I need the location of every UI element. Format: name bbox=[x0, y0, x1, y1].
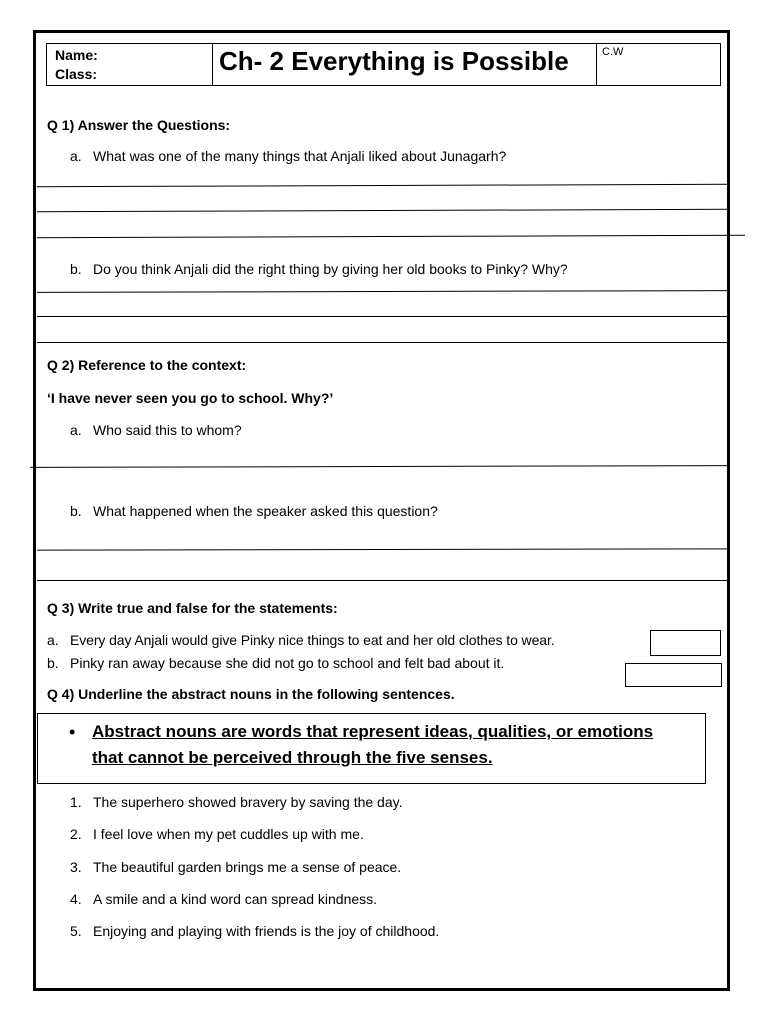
list-number: 1. bbox=[70, 794, 82, 810]
list-item: The superhero showed bravery by saving the day. bbox=[93, 794, 403, 810]
list-number: 5. bbox=[70, 923, 82, 939]
q2-b-question: What happened when the speaker asked this question? bbox=[93, 503, 438, 519]
q1-b-question: Do you think Anjali did the right thing by giving her old books to Pinky? Why? bbox=[93, 261, 568, 277]
class-label: Class: bbox=[55, 66, 98, 82]
q4-heading: Q 4) Underline the abstract nouns in the following sentences. bbox=[47, 686, 455, 702]
q3-b-marker: b. bbox=[47, 655, 59, 671]
cw-label: C.W bbox=[602, 46, 624, 58]
q1-a-marker: a. bbox=[70, 148, 82, 164]
list-number: 4. bbox=[70, 891, 82, 907]
list-number: 2. bbox=[70, 826, 82, 842]
answer-line bbox=[37, 580, 730, 581]
cw-cell bbox=[596, 44, 720, 85]
q3-a-statement: Every day Anjali would give Pinky nice things to eat and her old clothes to wear. bbox=[70, 632, 555, 648]
q3-b-answer-box[interactable] bbox=[625, 663, 722, 687]
answer-line bbox=[37, 316, 730, 317]
list-item: Enjoying and playing with friends is the joy of childhood. bbox=[93, 923, 440, 939]
definition-line-1: Abstract nouns are words that represent ideas, qualities, or emotions bbox=[92, 722, 654, 741]
q3-a-answer-box[interactable] bbox=[650, 630, 721, 656]
list-item: A smile and a kind word can spread kindness. bbox=[93, 891, 378, 907]
q2-a-question: Who said this to whom? bbox=[93, 422, 242, 438]
q2-a-marker: a. bbox=[70, 422, 82, 438]
list-number: 3. bbox=[70, 859, 82, 875]
name-label: Name: bbox=[55, 47, 98, 63]
answer-line bbox=[37, 342, 730, 343]
name-class-cell bbox=[47, 44, 213, 85]
q1-heading: Q 1) Answer the Questions: bbox=[47, 117, 231, 133]
q1-b-marker: b. bbox=[70, 261, 82, 277]
list-item: I feel love when my pet cuddles up with me. bbox=[93, 826, 364, 842]
bullet-icon: • bbox=[69, 722, 76, 742]
q3-b-statement: Pinky ran away because she did not go to school and felt bad about it. bbox=[70, 655, 505, 671]
q3-heading: Q 3) Write true and false for the statements: bbox=[47, 600, 338, 616]
abstract-noun-definition-box bbox=[37, 713, 706, 784]
q2-quote: ‘I have never seen you go to school. Why?’ bbox=[47, 390, 334, 406]
q3-a-marker: a. bbox=[47, 632, 59, 648]
list-item: The beautiful garden brings me a sense of peace. bbox=[93, 859, 402, 875]
q2-heading: Q 2) Reference to the context: bbox=[47, 357, 247, 373]
worksheet-title: Ch- 2 Everything is Possible bbox=[219, 46, 569, 76]
title-cell bbox=[212, 44, 597, 85]
q1-a-question: What was one of the many things that Anjali liked about Junagarh? bbox=[93, 148, 507, 164]
q2-b-marker: b. bbox=[70, 503, 82, 519]
definition-line-2: that cannot be perceived through the five senses. bbox=[92, 748, 493, 767]
worksheet-header bbox=[46, 43, 721, 86]
